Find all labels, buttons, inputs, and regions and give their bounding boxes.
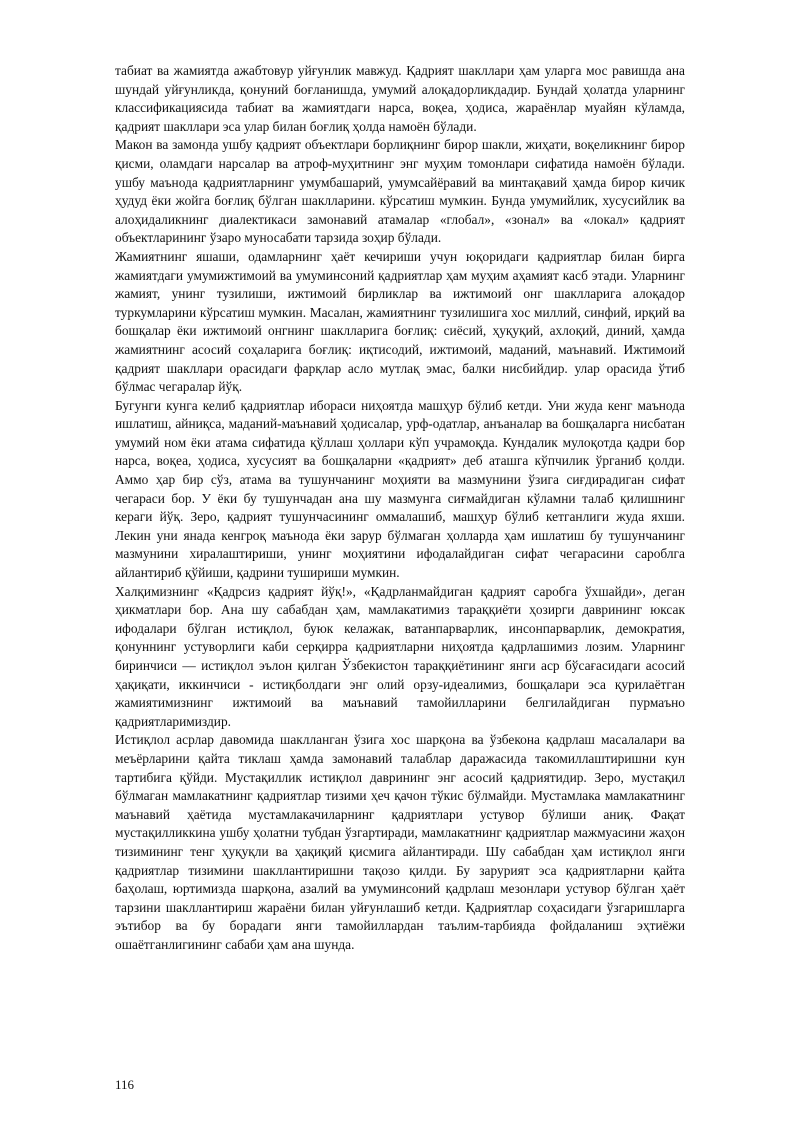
paragraph-1: табиат ва жамиятда ажабтовур уйғунлик мавжуд. Қадрият шакллари ҳам уларга мос равишда ана шундай уйғунликда, қонуний боғланишда, умумий алоқадорликдадир. Бундай ҳолатда уларнинг классификациясида табиат ва жамиятдаги нарса, воқеа, ҳодиса, жараёнлар муайян кўламда, қадрият шакллари эса улар билан боғлиқ ҳолда намоён бўлади. xyxy=(115,63,685,134)
paragraph-4: Бугунги кунга келиб қадриятлар ибораси ниҳоятда машҳур бўлиб кетди. Уни жуда кенг маънода ишлатиш, айниқса, маданий-маънавий ҳодисалар, урф-одатлар, анъаналар ва бошқаларга нисбатан умумий ном ёки атама сифатида қўллаш ҳоллари кўп учрамоқда. Кундалик мулоқотда қадри бор нарса, воқеа, ҳодиса, хусусият ва бошқаларни «қадрият» деб аташга кўпчилик ўрганиб қолди. Аммо ҳар бир сўз, атама ва тушунчанинг моҳияти ва мазмунини ўзига сиғдирадиган сифат чегараси бор. У ёки бу тушунчадан ана шу мазмунга сиғмайдиган кўламни талаб қилишнинг кераги йўқ. Зеро, қадрият тушунчасининг оммалашиб, машҳур бўлиб кетганлиги жуда яхши. Лекин уни янада кенгроқ маънода ёки зарур бўлмаган ҳолларда ҳам ишлатиш бу тушунчанинг мазмунини хиралаштириши, унинг моҳиятини ифодалайдиган сифат чегарасини сароблга айлантириб қўйиши, қадрини тушириши мумкин. xyxy=(115,397,685,581)
page-number: 116 xyxy=(115,1077,135,1092)
page-body xyxy=(115,62,685,955)
paragraph-2: Макон ва замонда ушбу қадрият объектлари борлиқнинг бирор шакли, жиҳати, воқеликнинг бирор қисми, оламдаги нарсалар ва атроф-муҳитнинг энг муҳим томонлари сифатида намоён бўлади. ушбу маънода қадриятларнинг умумбашарий, умумсайёравий ва минтақавий ҳамда бирор кичик ҳудуд ёки жойга боғлиқ бўлган шаклларини. кўрсатиш мумкин. Бунда умумийлик, хусусийлик ва алоҳидаликнинг диалектикаси замонавий атамалар «глобал», «зонал» ва «локал» қадрият объектларининг ўзаро муносабати тарзида зоҳир бўлади. xyxy=(115,137,685,246)
paragraph-6: Истиқлол асрлар давомида шаклланган ўзига хос шарқона ва ўзбекона қадрлаш масалалари ва меъёрларини қайта тиклаш ҳамда замонавий талаблар даражасида такомиллаштиришни кун тартибига қўйди. Мустақиллик истиқлол даврининг энг асосий қадриятидир. Зеро, мустақил бўлмаган мамлакатнинг қадриятлар тизими ҳеч қачон тўкис бўлмайди. Мустамлака мамлакатнинг маънавий ҳаётида мустамлакачиларнинг қадриятлари устувор бўлиши аниқ. Фақат мустақилликкина ушбу ҳолатни тубдан ўзгартиради, мамлакатнинг қадриятлар мажмуасини жаҳон тизимининг тенг ҳуқуқли ва ҳақиқий қисмига айлантиради. Шу сабабдан ҳам истиқлол янги қадриятлар тизимини шакллантиришни тақозо қилди. Бу зарурият эса қадриятларни қайта баҳолаш, юртимизда шарқона, азалий ва умуминсоний қадрлаш мезонлари устувор бўлган ҳаёт тарзини шакллантириш жараёни билан уйғунлашиб кетди. Қадриятлар соҳасидаги ўзгаришларга эътибор ва бу борадаги янги тамойиллардан таълим-тарбияда фойдаланиш эҳтиёжи ошаётганлигининг сабаби ҳам ана шунда. xyxy=(115,732,685,952)
paragraph-5: Халқимизнинг «Қадрсиз қадрият йўқ!», «Қадрланмайдиган қадрият саробга ўхшайди», деган ҳикматлари бор. Ана шу сабабдан ҳам, мамлакатимиз тараққиёти ҳозирги даврининг юксак ифодалари бўлган истиқлол, буюк келажак, ватанпарварлик, инсонпарварлик, демократия, қонуннинг устуворлиги каби серқирра қадриятларни ниҳоятда қадрлашимиз лозим. Уларнинг биринчиси — истиқлол эълон қилган Ўзбекистон тараққиётининг янги аср бўсағасидаги асосий ҳақиқати, иккинчиси - истиқболдаги энг олий орзу-идеалимиз, бошқалари эса қурилаётган жамиятимизнинг ижтимоий ва маънавий тамойилларини белгилайдиган пурмаъно қадриятларимиздир. xyxy=(115,583,685,729)
paragraph-3: Жамиятнинг яшаши, одамларнинг ҳаёт кечириши учун юқоридаги қадриятлар билан бирга жамиятдаги умумижтимоий ва умуминсоний қадриятлар ҳам муҳим аҳамият касб этади. Уларнинг жамият, унинг тузилиши, ижтимоий бирликлар ва ижтимоий онг шаклларига алоқадор туркумларини кўрсатиш мумкин. Масалан, жамиятнинг тузилишига хос миллий, синфий, ирқий ва бошқалар ёки ижтимоий онгнинг шаклларига боғлиқ: сиёсий, ҳуқуқий, ахлоқий, диний, ҳамда жамиятнинг асосий соҳаларига боғлиқ: иқтисодий, ижтимоий, маданий, маънавий. Ижтимоий қадрият шакллари орасидаги фарқлар асло мутлақ эмас, балки нисбийдир. улар орасида ўтиб бўлмас чегаралар йўқ. xyxy=(115,248,685,395)
